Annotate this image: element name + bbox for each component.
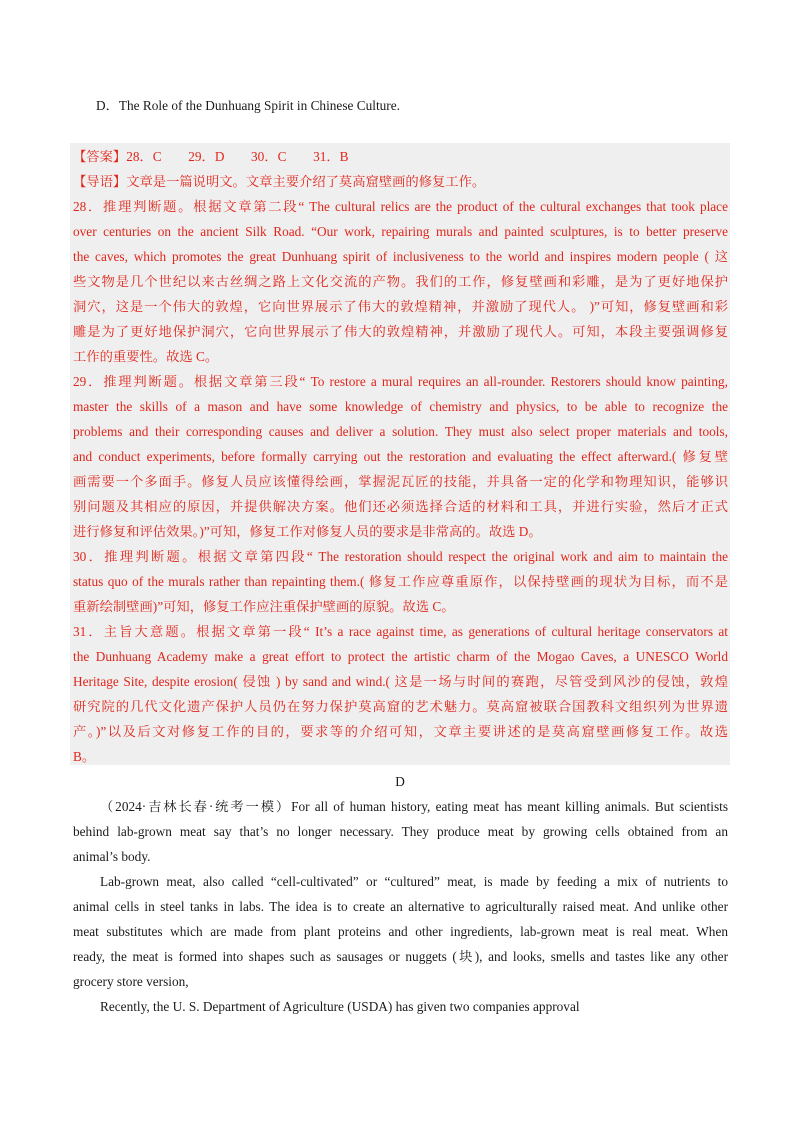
passage-line: Lab-grown meat, also called “cell-cultivated” or “cultured” meat, is made by feeding a mix of nutrients to: [100, 874, 728, 889]
q28-line: over centuries on the ancient Silk Road. “Our work, repairing murals and painted sculptures, is to better preserve: [73, 224, 728, 239]
answer-line: [73, 145, 728, 169]
q31-line: 研究院的几代文化遗产保护人员仍在努力保护莫高窟的艺术魅力。莫高窟被联合国教科文组织列为世界遗: [73, 699, 728, 714]
passage-line: （2024·吉林长春·统考一模）For all of human history, eating meat has meant killing animals. But scientists: [100, 799, 728, 814]
q29-line: 别问题及其相应的原因，并提供解决方案。他们还必须选择合适的材料和工具，并进行实验，然后才正式: [73, 499, 728, 514]
q30-line: 30．推理判断题。根据文章第四段“ The restoration should respect the original work and aim to maintain the: [73, 549, 728, 564]
q29-line: problems and their corresponding causes and deliver a solution. They must also select proper materials and tools,: [73, 424, 728, 439]
passage-heading: D: [395, 774, 405, 789]
answer-label: 【答案】: [73, 149, 127, 164]
q30-line: status quo of the murals rather than repainting them.( 修复工作应尊重原作，以保持壁画的现状为目标，而不是: [73, 574, 728, 589]
q29-line: 进行修复和评估效果。)”可知，修复工作对修复人员的要求是非常高的。故选 D。: [73, 524, 542, 539]
q29-line: master the skills of a mason and have some knowledge of chemistry and physics, to be able to recognize the: [73, 399, 728, 414]
passage-line: grocery store version,: [73, 974, 189, 989]
passage-line: meat substitutes which are made from plant proteins and other ingredients, lab-grown meat is real meat. When: [73, 924, 728, 939]
guide-line: [73, 170, 728, 194]
passage-line: animal’s body.: [73, 849, 151, 864]
q31-line: Heritage Site, despite erosion( 侵蚀 ) by sand and wind.( 这是一场与时间的赛跑，尽管受到风沙的侵蚀，敦煌: [73, 674, 728, 689]
passage-line: ready, the meat is formed into shapes such as sausages or nuggets (块), and looks, smells and tastes like any other: [73, 949, 728, 964]
q31-line: the Dunhuang Academy make a great effort to protect the artistic charm of the Mogao Caves, a UNESCO World: [73, 649, 728, 664]
q28-line: 工作的重要性。故选 C。: [73, 349, 219, 364]
q31-line: 产。)”以及后文对修复工作的目的，要求等的介绍可知，文章主要讲述的是莫高窟壁画修复工作。故选: [73, 724, 728, 739]
guide-label: 【导语】: [73, 174, 127, 189]
q30-line: 重新绘制壁画)”可知，修复工作应注重保护壁画的原貌。故选 C。: [73, 599, 455, 614]
q28-line: the caves, which promotes the great Dunhuang spirit of inclusiveness to the world and inspires modern people ( 这: [73, 249, 728, 264]
q29-line: 29．推理判断题。根据文章第三段“ To restore a mural requires an all-rounder. Restorers should know painting,: [73, 374, 728, 389]
q31-line: B。: [73, 749, 96, 764]
passage-line: animal cells in steel tanks in labs. The idea is to create an alternative to agriculturally raised meat. And unlike other: [73, 899, 728, 914]
q29-line: and conduct experiments, before formally carrying out the restoration and evaluating the effect afterward.( 修复壁: [73, 449, 728, 464]
q28-line: 洞穴，这是一个伟大的敦煌，它向世界展示了伟大的敦煌精神，并激励了现代人。 )”可知，修复壁画和彩: [73, 299, 728, 314]
q28-line: 雕是为了更好地保护洞穴，它向世界展示了伟大的敦煌精神，并激励了现代人。可知，本段主要强调修复: [73, 324, 728, 339]
q28-line: 28．推理判断题。根据文章第二段“ The cultural relics are the product of the cultural exchanges that took place: [73, 199, 728, 214]
option-d: D．The Role of the Dunhuang Spirit in Chinese Culture.: [96, 98, 400, 113]
answer-text: 28．C 29．D 30．C 31．B: [126, 149, 349, 164]
q28-line: 些文物是几个世纪以来古丝绸之路上文化交流的产物。我们的工作，修复壁画和彩雕，是为了更好地保护: [73, 274, 728, 289]
passage-line: behind lab-grown meat say that’s no longer necessary. They produce meat by growing cells obtained from an: [73, 824, 728, 839]
q29-line: 画需要一个多面手。修复人员应该懂得绘画，掌握泥瓦匠的技能，并具备一定的化学和物理知识，能够识: [73, 474, 728, 489]
q31-line: 31．主旨大意题。根据文章第一段“ It’s a race against time, as generations of cultural heritage conservators at: [73, 624, 728, 639]
passage-line: Recently, the U. S. Department of Agriculture (USDA) has given two companies approval: [100, 999, 580, 1014]
guide-text: 文章是一篇说明文。文章主要介绍了莫高窟壁画的修复工作。: [126, 174, 486, 189]
